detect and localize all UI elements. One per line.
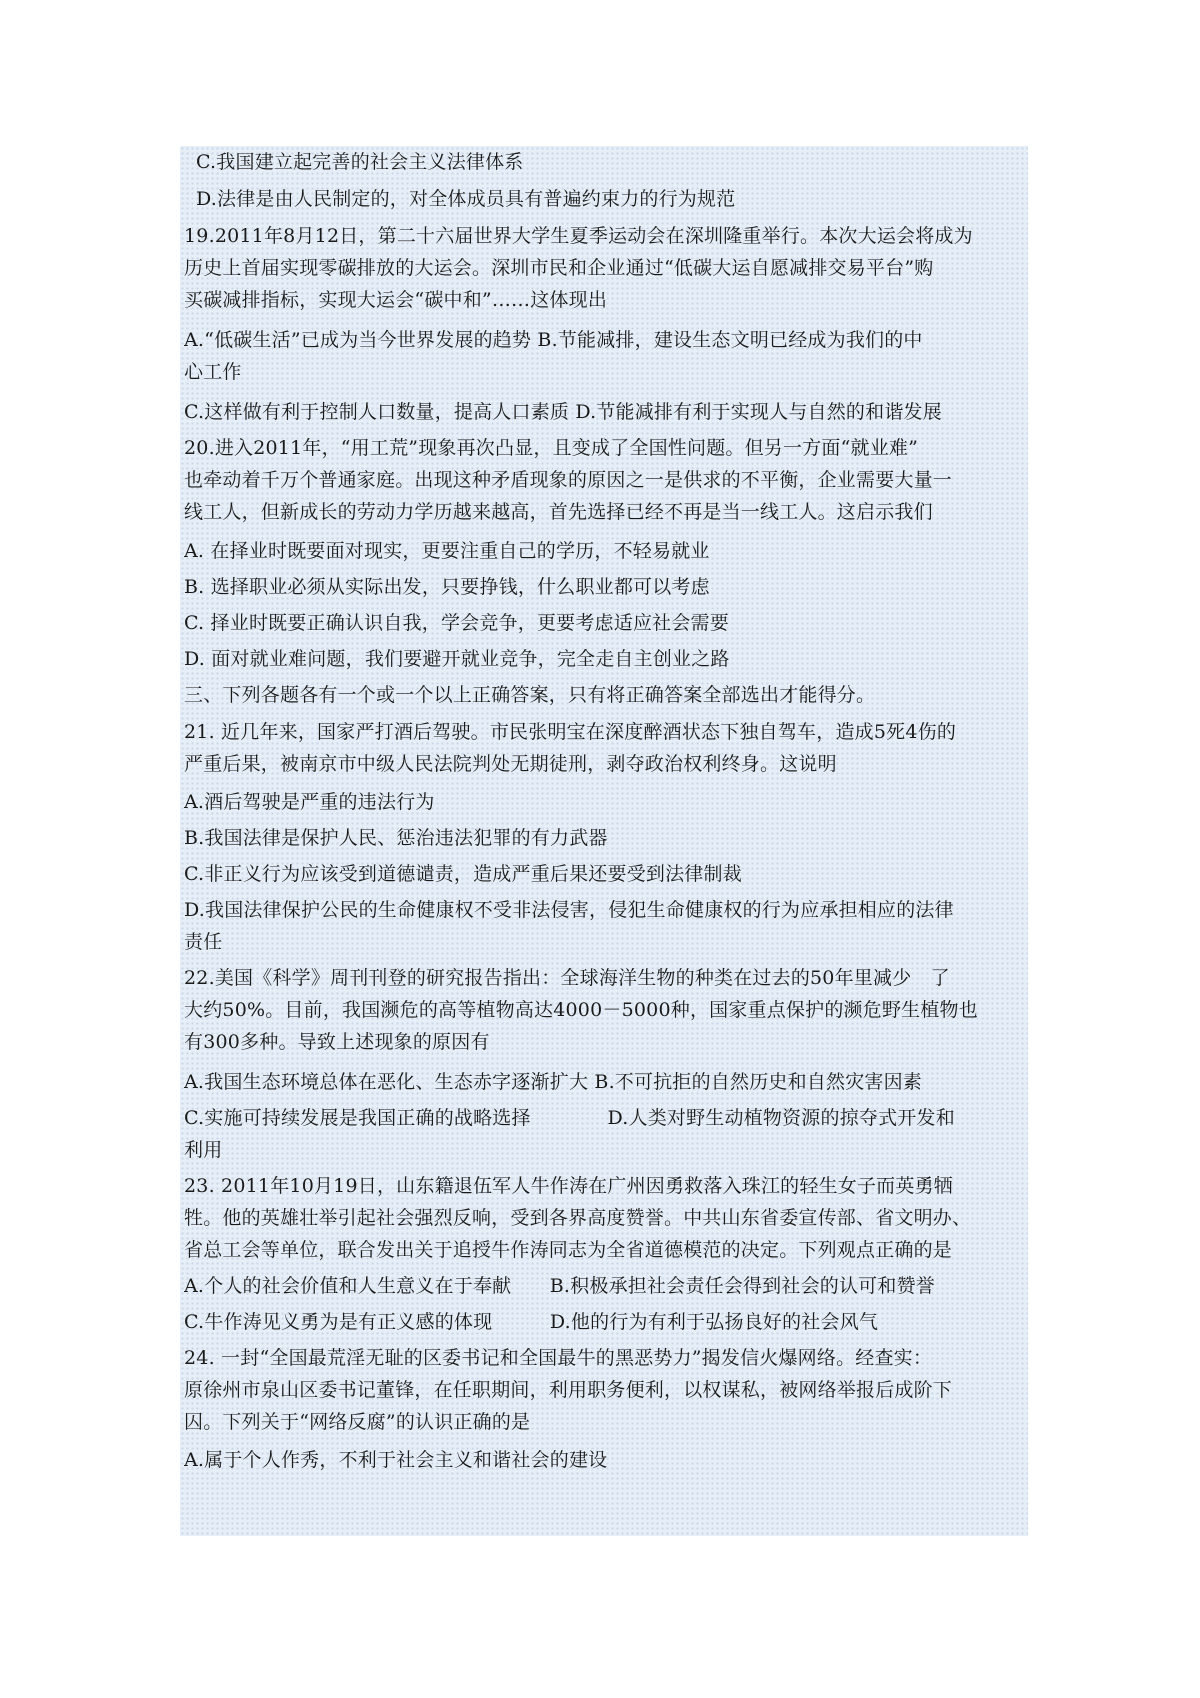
- option-line: A.个人的社会价值和人生意义在于奉献 B.积极承担社会责任会得到社会的认可和赞誉: [184, 1275, 935, 1297]
- question-line: 也牵动着千万个普通家庭。出现这种矛盾现象的原因之一是供求的不平衡，企业需要大量一: [184, 469, 953, 491]
- option-line: 心工作: [184, 361, 242, 383]
- option-line: C. 择业时既要正确认识自我，学会竞争，更要考虑适应社会需要: [184, 612, 729, 634]
- option-line: B. 选择职业必须从实际出发，只要挣钱，什么职业都可以考虑: [184, 576, 710, 598]
- section-heading: 三、下列各题各有一个或一个以上正确答案，只有将正确答案全部选出才能得分。: [184, 684, 876, 706]
- option-line: A.我国生态环境总体在恶化、生态赤字逐渐扩大 B.不可抗拒的自然历史和自然灾害因素: [184, 1071, 923, 1093]
- question-21: 21. 近几年来，国家严打酒后驾驶。市民张明宝在深度醉酒状态下独自驾车，造成5死4伤的: [184, 721, 957, 743]
- question-line: 牲。他的英雄壮举引起社会强烈反响，受到各界高度赞誉。中共山东省委宣传部、省文明办、: [184, 1207, 972, 1229]
- option-line: C.牛作涛见义勇为是有正义感的体现 D.他的行为有利于弘扬良好的社会风气: [184, 1311, 879, 1333]
- question-23: 23. 2011年10月19日，山东籍退伍军人牛作涛在广州因勇救落入珠江的轻生女子而英勇牺: [184, 1175, 953, 1197]
- option-line: A. 在择业时既要面对现实，更要注重自己的学历，不轻易就业: [184, 540, 710, 562]
- question-line: 线工人，但新成长的劳动力学历越来越高，首先选择已经不再是当一线工人。这启示我们: [184, 501, 933, 523]
- question-line: 大约50%。目前，我国濒危的高等植物高达4000－5000种，国家重点保护的濒危野生植物也: [184, 999, 978, 1021]
- option-line: A.属于个人作秀，不利于社会主义和谐社会的建设: [184, 1449, 608, 1471]
- option-line: C.实施可持续发展是我国正确的战略选择 D.人类对野生动植物资源的掠夺式开发和: [184, 1107, 955, 1129]
- question-20: 20.进入2011年，“用工荒”现象再次凸显，且变成了全国性问题。但另一方面“就业难”: [184, 437, 919, 459]
- question-line: 囚。下列关于“网络反腐”的认识正确的是: [184, 1411, 531, 1433]
- option-line: 利用: [184, 1139, 223, 1161]
- option-line: A.酒后驾驶是严重的违法行为: [184, 791, 435, 813]
- question-line: 严重后果，被南京市中级人民法院判处无期徒刑，剥夺政治权利终身。这说明: [184, 753, 837, 775]
- question-22: 22.美国《科学》周刊刊登的研究报告指出：全球海洋生物的种类在过去的50年里减少 了: [184, 967, 950, 989]
- option-line: D.我国法律保护公民的生命健康权不受非法侵害，侵犯生命健康权的行为应承担相应的法律: [184, 899, 954, 921]
- option-line: 责任: [184, 931, 223, 953]
- option-line: D.法律是由人民制定的，对全体成员具有普遍约束力的行为规范: [196, 188, 736, 210]
- document-page: [180, 146, 1028, 1536]
- option-line: C.这样做有利于控制人口数量，提高人口素质 D.节能减排有利于实现人与自然的和谐发展: [184, 401, 942, 423]
- option-line: C.非正义行为应该受到道德谴责，造成严重后果还要受到法律制裁: [184, 863, 742, 885]
- option-line: B.我国法律是保护人民、惩治违法犯罪的有力武器: [184, 827, 608, 849]
- question-line: 有300多种。导致上述现象的原因有: [184, 1031, 490, 1053]
- question-19: 19.2011年8月12日，第二十六届世界大学生夏季运动会在深圳隆重举行。本次大运会将成为: [184, 225, 973, 247]
- question-line: 历史上首届实现零碳排放的大运会。深圳市民和企业通过“低碳大运自愿减排交易平台”购: [184, 257, 934, 279]
- question-24: 24. 一封“全国最荒淫无耻的区委书记和全国最牛的黑恶势力”揭发信火爆网络。经查实：: [184, 1347, 933, 1369]
- option-line: C.我国建立起完善的社会主义法律体系: [196, 151, 524, 173]
- question-line: 省总工会等单位，联合发出关于追授牛作涛同志为全省道德模范的决定。下列观点正确的是: [184, 1239, 953, 1261]
- option-line: D. 面对就业难问题，我们要避开就业竞争，完全走自主创业之路: [184, 648, 730, 670]
- question-line: 原徐州市泉山区委书记董锋，在任职期间，利用职务便利，以权谋私，被网络举报后成阶下: [184, 1379, 953, 1401]
- question-line: 买碳减排指标，实现大运会“碳中和”……这体现出: [184, 289, 608, 311]
- option-line: A.“低碳生活”已成为当今世界发展的趋势 B.节能减排，建设生态文明已经成为我们的中: [184, 329, 923, 351]
